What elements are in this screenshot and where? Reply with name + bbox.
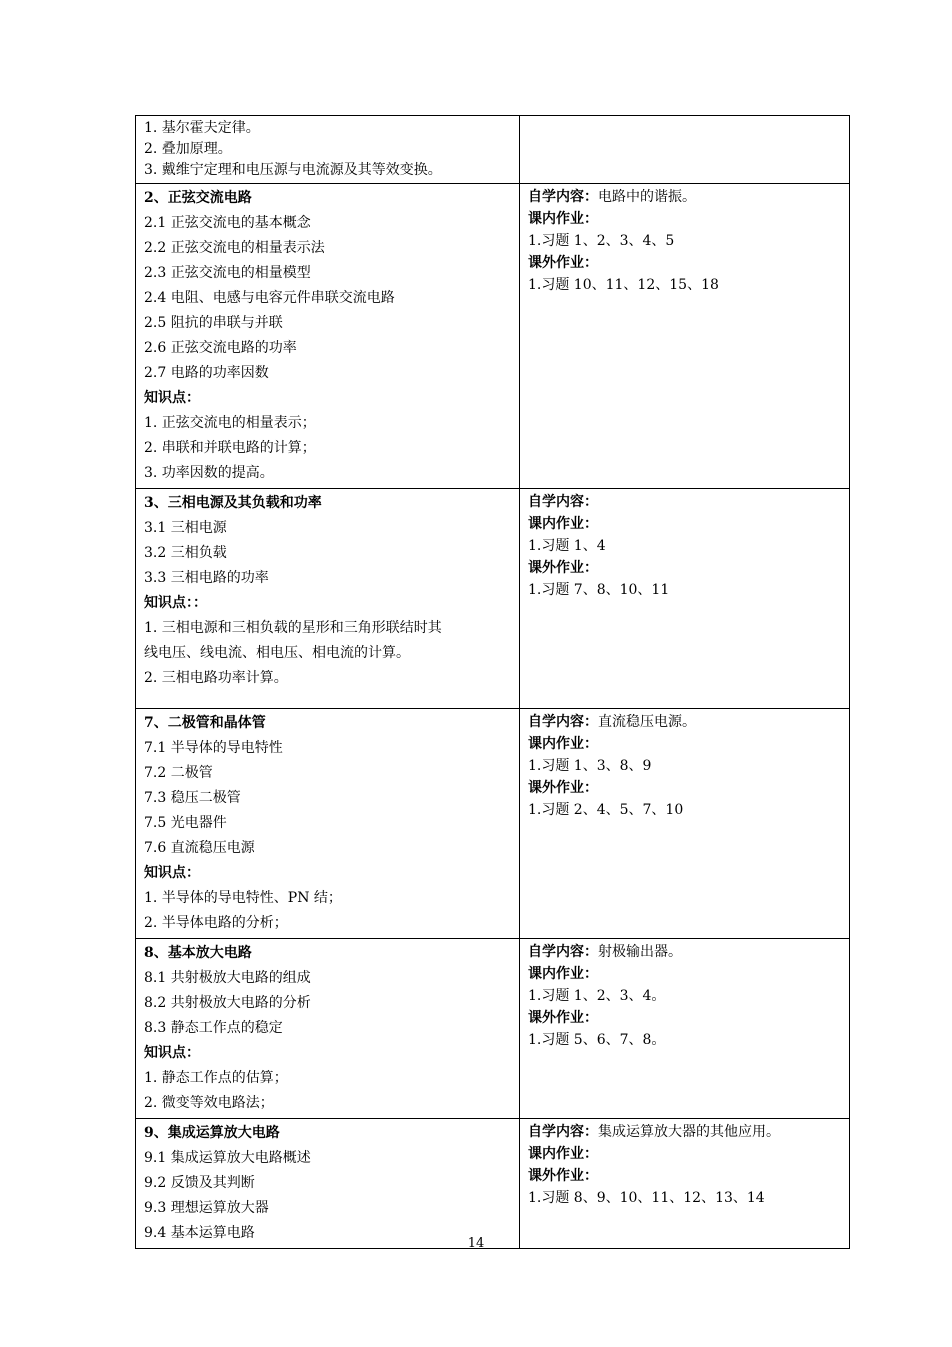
self-study-line bbox=[528, 711, 841, 733]
chapter-content-cell bbox=[136, 709, 520, 939]
table-row bbox=[136, 116, 850, 184]
assignment-cell bbox=[520, 489, 850, 709]
section-item: 2.1 正弦交流电的基本概念 bbox=[144, 215, 311, 231]
content-line: 1. 基尔霍夫定律。 bbox=[144, 120, 260, 136]
self-study-text: 射极输出器。 bbox=[598, 944, 682, 960]
self-study-label: 自学内容： bbox=[528, 944, 598, 960]
in-class-homework-label: 课内作业： bbox=[528, 736, 598, 752]
assignment-cell bbox=[520, 116, 850, 184]
chapter-title: 2、正弦交流电路 bbox=[144, 190, 252, 206]
self-study-line bbox=[528, 1121, 841, 1143]
content-line: 2. 叠加原理。 bbox=[144, 141, 232, 157]
after-class-homework-text: 1.习题 5、6、7、8。 bbox=[528, 1032, 666, 1048]
chapter-content-cell bbox=[136, 184, 520, 489]
assignment-cell bbox=[520, 709, 850, 939]
section-item: 9.1 集成运算放大电路概述 bbox=[144, 1150, 311, 1166]
chapter-title: 9、集成运算放大电路 bbox=[144, 1125, 280, 1141]
self-study-text: 电路中的谐振。 bbox=[598, 189, 696, 205]
knowledge-point: 1. 静态工作点的估算； bbox=[144, 1070, 288, 1086]
section-item: 2.5 阻抗的串联与并联 bbox=[144, 315, 283, 331]
self-study-line bbox=[528, 941, 841, 963]
chapter-content-cell bbox=[136, 489, 520, 709]
after-class-homework-label: 课外作业： bbox=[528, 1010, 598, 1026]
self-study-label: 自学内容： bbox=[528, 714, 598, 730]
section-item: 7.6 直流稳压电源 bbox=[144, 840, 255, 856]
table-row bbox=[136, 709, 850, 939]
self-study-line bbox=[528, 186, 841, 208]
section-item: 2.4 电阻、电感与电容元件串联交流电路 bbox=[144, 290, 395, 306]
section-item: 2.2 正弦交流电的相量表示法 bbox=[144, 240, 325, 256]
after-class-homework-text: 1.习题 10、11、12、15、18 bbox=[528, 277, 719, 293]
self-study-label: 自学内容： bbox=[528, 189, 598, 205]
self-study-label: 自学内容： bbox=[528, 494, 598, 510]
section-item: 9.3 理想运算放大器 bbox=[144, 1200, 269, 1216]
after-class-homework-label: 课外作业： bbox=[528, 780, 598, 796]
in-class-homework-label: 课内作业： bbox=[528, 211, 598, 227]
chapter-title: 7、二极管和晶体管 bbox=[144, 715, 266, 731]
section-item: 2.3 正弦交流电的相量模型 bbox=[144, 265, 311, 281]
section-item: 2.7 电路的功率因数 bbox=[144, 365, 269, 381]
knowledge-point: 3. 功率因数的提高。 bbox=[144, 465, 274, 481]
in-class-homework-text: 1.习题 1、3、8、9 bbox=[528, 758, 652, 774]
knowledge-point: 1. 半导体的导电特性、PN 结； bbox=[144, 890, 342, 906]
section-item: 9.4 基本运算电路 bbox=[144, 1225, 255, 1241]
knowledge-points-label: 知识点： bbox=[144, 865, 200, 881]
section-item: 3.2 三相负载 bbox=[144, 545, 227, 561]
self-study-text: 直流稳压电源。 bbox=[598, 714, 696, 730]
table-row bbox=[136, 184, 850, 489]
after-class-homework-text: 1.习题 7、8、10、11 bbox=[528, 582, 670, 598]
after-class-homework-text: 1.习题 2、4、5、7、10 bbox=[528, 802, 684, 818]
assignment-cell bbox=[520, 1119, 850, 1249]
syllabus-table bbox=[135, 115, 850, 1249]
table-row bbox=[136, 939, 850, 1119]
in-class-homework-label: 课内作业： bbox=[528, 966, 598, 982]
knowledge-point: 2. 半导体电路的分析； bbox=[144, 915, 288, 931]
chapter-title: 8、基本放大电路 bbox=[144, 945, 252, 961]
section-item: 7.3 稳压二极管 bbox=[144, 790, 241, 806]
section-item: 2.6 正弦交流电路的功率 bbox=[144, 340, 297, 356]
table-row bbox=[136, 489, 850, 709]
section-item: 3.1 三相电源 bbox=[144, 520, 227, 536]
section-item: 3.3 三相电路的功率 bbox=[144, 570, 269, 586]
in-class-homework-text: 1.习题 1、2、3、4、5 bbox=[528, 233, 675, 249]
self-study-line bbox=[528, 491, 841, 513]
chapter-content-cell bbox=[136, 116, 520, 184]
section-item: 8.1 共射极放大电路的组成 bbox=[144, 970, 311, 986]
knowledge-points-label: 知识点：： bbox=[144, 595, 207, 611]
knowledge-points-label: 知识点： bbox=[144, 1045, 200, 1061]
self-study-text: 集成运算放大器的其他应用。 bbox=[598, 1124, 780, 1140]
chapter-title: 3、三相电源及其负载和功率 bbox=[144, 495, 322, 511]
knowledge-point: 1. 正弦交流电的相量表示； bbox=[144, 415, 316, 431]
knowledge-point: 2. 串联和并联电路的计算； bbox=[144, 440, 316, 456]
table-row bbox=[136, 1119, 850, 1249]
in-class-homework-label: 课内作业： bbox=[528, 516, 598, 532]
assignment-cell bbox=[520, 939, 850, 1119]
page-number: 14 bbox=[467, 1236, 485, 1251]
knowledge-point: 线电压、线电流、相电压、相电流的计算。 bbox=[144, 645, 410, 661]
section-item: 8.3 静态工作点的稳定 bbox=[144, 1020, 283, 1036]
section-item: 7.5 光电器件 bbox=[144, 815, 227, 831]
after-class-homework-label: 课外作业： bbox=[528, 1168, 598, 1184]
self-study-label: 自学内容： bbox=[528, 1124, 598, 1140]
section-item: 9.2 反馈及其判断 bbox=[144, 1175, 255, 1191]
in-class-homework-label: 课内作业： bbox=[528, 1146, 598, 1162]
knowledge-point: 2. 微变等效电路法； bbox=[144, 1095, 274, 1111]
in-class-homework-text: 1.习题 1、2、3、4。 bbox=[528, 988, 666, 1004]
after-class-homework-text: 1.习题 8、9、10、11、12、13、14 bbox=[528, 1190, 765, 1206]
content-line: 3. 戴维宁定理和电压源与电流源及其等效变换。 bbox=[144, 162, 442, 178]
section-item: 7.1 半导体的导电特性 bbox=[144, 740, 283, 756]
after-class-homework-label: 课外作业： bbox=[528, 560, 598, 576]
after-class-homework-label: 课外作业： bbox=[528, 255, 598, 271]
chapter-content-cell bbox=[136, 1119, 520, 1249]
assignment-cell bbox=[520, 184, 850, 489]
knowledge-points-label: 知识点： bbox=[144, 390, 200, 406]
section-item: 8.2 共射极放大电路的分析 bbox=[144, 995, 311, 1011]
chapter-content-cell bbox=[136, 939, 520, 1119]
knowledge-point: 2. 三相电路功率计算。 bbox=[144, 670, 288, 686]
knowledge-point: 1. 三相电源和三相负载的星形和三角形联结时其 bbox=[144, 620, 442, 636]
section-item: 7.2 二极管 bbox=[144, 765, 213, 781]
in-class-homework-text: 1.习题 1、4 bbox=[528, 538, 606, 554]
